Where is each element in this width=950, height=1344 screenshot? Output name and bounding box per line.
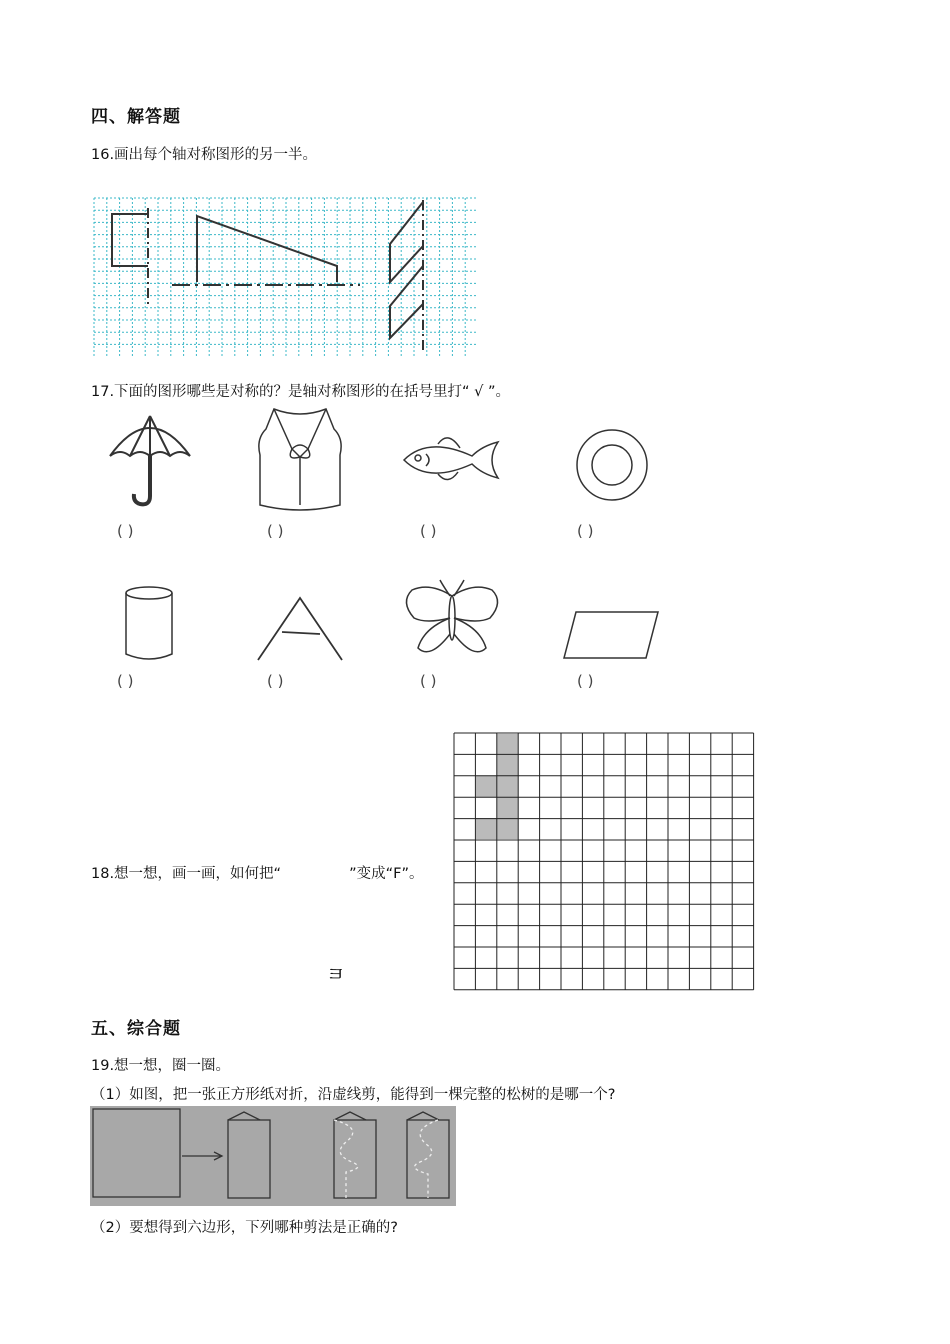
shaded-cell	[476, 776, 497, 797]
ring-icon	[573, 426, 651, 504]
cylinder-icon	[121, 584, 177, 664]
answer-bracket-5[interactable]: ( )	[117, 672, 134, 690]
question-17-text: 17.下面的图形哪些是对称的？是轴对称图形的在括号里打“ √ ”。	[91, 384, 511, 400]
answer-bracket-7[interactable]: ( )	[420, 672, 437, 690]
shaded-cell	[497, 734, 518, 755]
answer-bracket-1[interactable]: ( )	[117, 522, 134, 540]
answer-bracket-3[interactable]: ( )	[420, 522, 437, 540]
question-19-sub2: （2）要想得到六边形，下列哪种剪法是正确的?	[91, 1220, 398, 1236]
question-19-sub1: （1）如图，把一张正方形纸对折，沿虚线剪，能得到一棵完整的松树的是哪一个?	[91, 1087, 616, 1103]
shaded-cell	[497, 818, 518, 839]
shaded-cell	[497, 755, 518, 776]
letter-a-icon	[254, 594, 346, 662]
butterfly-icon	[400, 578, 504, 662]
question-18-text-after: ”变成“F”。	[349, 866, 424, 882]
fish-icon	[398, 428, 506, 492]
shaded-cell	[497, 797, 518, 818]
vest-icon	[254, 405, 346, 515]
question-16-text: 16.画出每个轴对称图形的另一半。	[91, 147, 318, 163]
shape-glyph: ㅌ	[326, 962, 346, 986]
section-heading-5: 五、综合题	[91, 1019, 181, 1039]
paper-fold-figure	[90, 1106, 456, 1206]
drawing-grid	[453, 732, 755, 992]
answer-bracket-2[interactable]: ( )	[267, 522, 284, 540]
answer-bracket-6[interactable]: ( )	[267, 672, 284, 690]
symmetry-grid-figure	[92, 196, 480, 358]
parallelogram-icon	[560, 608, 662, 664]
shaded-cell	[497, 776, 518, 797]
shaded-cell	[476, 818, 497, 839]
answer-bracket-4[interactable]: ( )	[577, 522, 594, 540]
question-19-text: 19.想一想，圈一圈。	[91, 1058, 231, 1074]
umbrella-icon	[105, 410, 195, 510]
question-18-text-before: 18.想一想，画一画，如何把“	[91, 866, 282, 882]
question-18-text	[91, 862, 423, 883]
answer-bracket-8[interactable]: ( )	[577, 672, 594, 690]
section-heading-4: 四、解答题	[91, 107, 181, 127]
